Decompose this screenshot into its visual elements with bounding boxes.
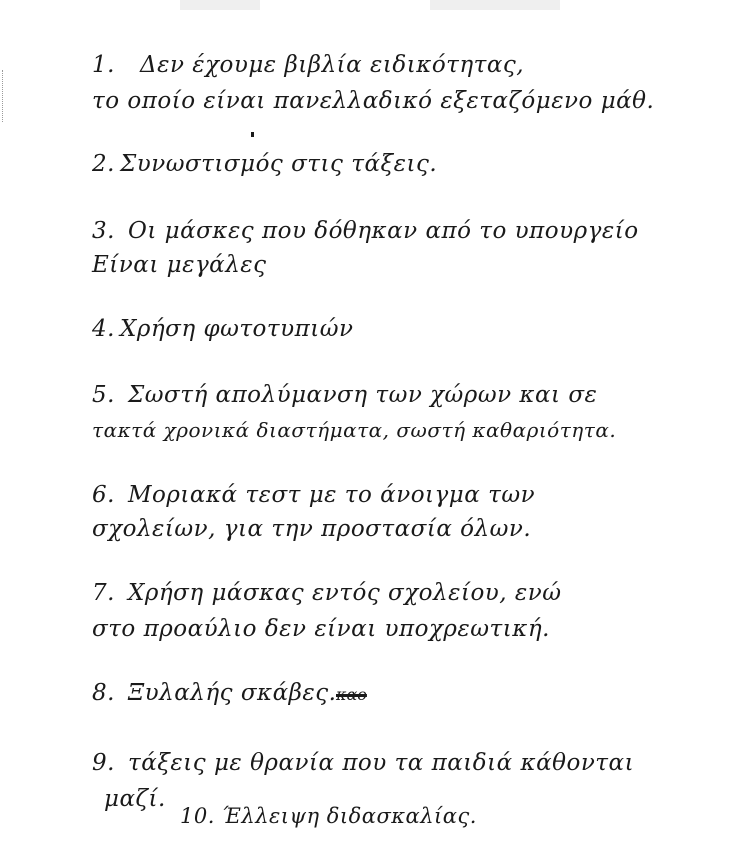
item-4-line-1: Χρήση φωτοτυπιών — [120, 316, 354, 342]
scan-margin-mark — [2, 70, 9, 122]
item-3-number: 3. — [92, 218, 115, 244]
item-9-line-1: τάξεις με θρανία που τα παιδιά κάθονται — [128, 750, 635, 776]
item-8-line-1: Ξυλαλής σκάβες. — [128, 680, 337, 706]
item-9-line-2: μαζί. — [104, 786, 166, 812]
item-10-line-1: Έλλειψη διδασκαλίας. — [222, 804, 477, 828]
item-5-number: 5. — [92, 382, 115, 408]
item-1-line-1: Δεν έχουμε βιβλία ειδικότητας, — [140, 52, 525, 78]
item-5-line-1: Σωστή απολύμανση των χώρων και σε — [128, 382, 598, 408]
item-6-line-2: σχολείων, για την προστασία όλων. — [92, 516, 532, 542]
item-3-line-1: Οι μάσκες που δόθηκαν από το υπουργείο — [128, 218, 639, 244]
item-3-line-2: Είναι μεγάλες — [92, 252, 267, 278]
item-7-line-2: στο προαύλιο δεν είναι υποχρεωτική. — [92, 616, 550, 642]
scan-smudge — [180, 0, 260, 10]
item-1-line-2: το οποίο είναι πανελλαδικό εξεταζόμενο μάθ. — [92, 88, 655, 114]
item-5-line-2: τακτά χρονικά διαστήματα, σωστή καθαριότητα. — [92, 418, 617, 442]
item-8-crossed-out: καο — [336, 685, 367, 704]
item-9-number: 9. — [92, 750, 115, 776]
item-1-number: 1. — [92, 52, 115, 78]
item-2-number: 2. — [92, 151, 115, 177]
item-10-number: 10. — [180, 804, 215, 828]
item-7-number: 7. — [92, 580, 115, 606]
scan-smudge — [430, 0, 560, 10]
item-7-line-1: Χρήση μάσκας εντός σχολείου, ενώ — [128, 580, 562, 606]
item-2-line-1: Συνωστισμός στις τάξεις. — [120, 151, 438, 177]
stray-ink-mark — [251, 132, 254, 137]
item-6-line-1: Μοριακά τεστ με το άνοιγμα των — [128, 482, 536, 508]
item-4-number: 4. — [92, 316, 115, 342]
item-8-number: 8. — [92, 680, 115, 706]
item-6-number: 6. — [92, 482, 115, 508]
